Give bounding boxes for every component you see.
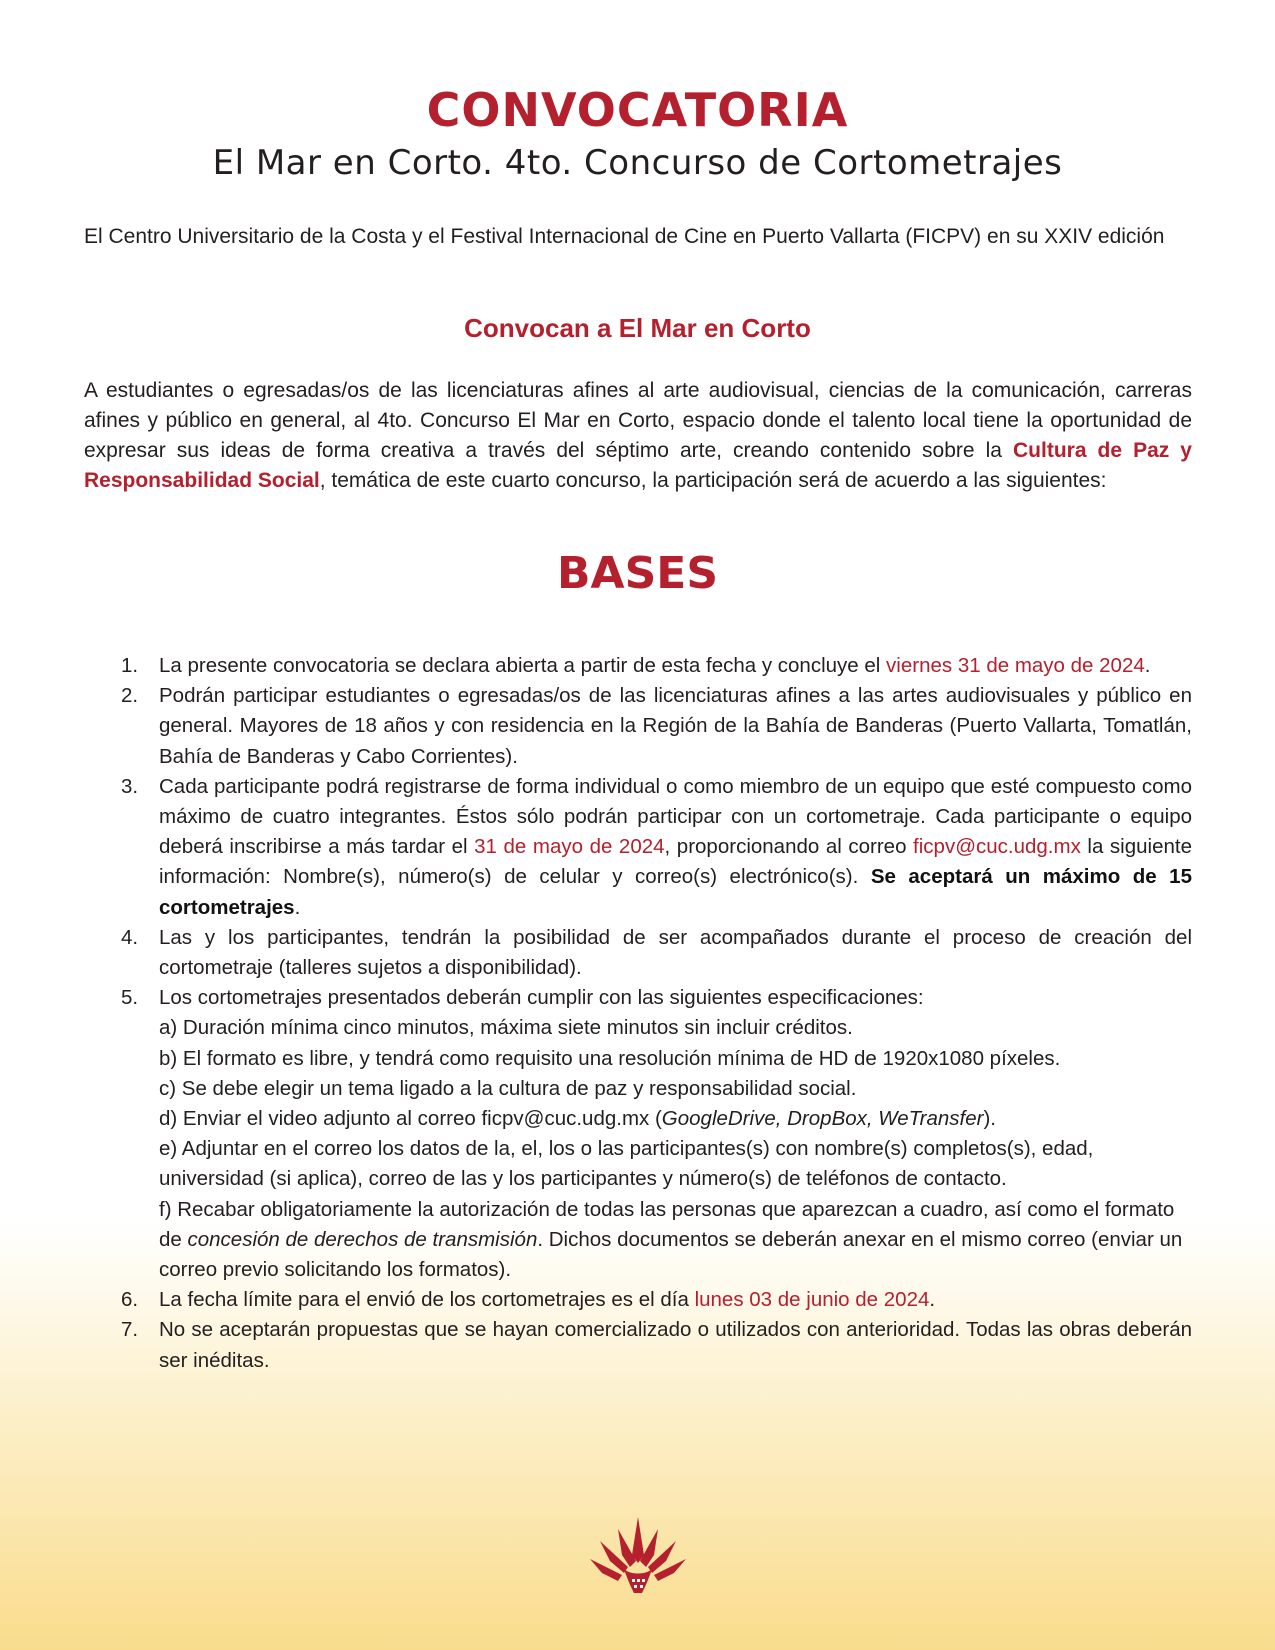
- item-text: .: [294, 895, 301, 919]
- item-text: Cada participante podrá registrarse de forma individual o como miembro de un equipo que esté compuesto como máximo de cuatro integrantes. Éstos sólo podrán participar con un cortometraje. Cada participante o equipo deberá inscribirse a más tardar el: [159, 774, 1192, 859]
- page-title: CONVOCATORIA: [426, 83, 849, 137]
- spec-b: b) El formato es libre, y tendrá como requisito una resolución mínima de HD de 1920x1080 píxeles.: [159, 1046, 1061, 1070]
- item-text: La fecha límite para el envió de los cortometrajes es el día: [159, 1288, 695, 1312]
- item-number: 4.: [121, 925, 139, 949]
- paragraph-highlight: Cultura de Paz y Responsabilidad Social: [84, 439, 1192, 492]
- spec-d: [159, 1104, 1192, 1134]
- spec-e: e) Adjuntar en el correo los datos de la, el, los o las participantes(s) con nombre(s) completos(s), edad, universidad (si aplica), correo de las y los participantes y número(s) de teléfonos de contacto.: [159, 1137, 1094, 1191]
- item-text: Podrán participar estudiantes o egresadas/os de las licenciaturas afines a las artes audiovisuales y público en general. Mayores de 18 años y con residencia en la Región de la Bahía de Banderas (Puerto Vallarta, Tomatlán, Bahía de Banderas y Cabo Corrientes).: [159, 684, 1192, 768]
- spec-a: a) Duración mínima cinco minutos, máxima siete minutos sin incluir créditos.: [159, 1016, 853, 1040]
- item-text: Los cortometrajes presentados deberán cumplir con las siguientes especificaciones:: [159, 986, 924, 1010]
- call-paragraph: [84, 376, 1192, 496]
- spec-text: . Dichos documentos se deberán anexar en el mismo correo (enviar un correo previo solicitando los formatos).: [159, 1227, 1183, 1282]
- deadline-highlight: viernes 31 de mayo de 2024: [886, 654, 1145, 677]
- deadline-highlight: lunes 03 de junio de 2024: [694, 1288, 930, 1312]
- item-text: .: [929, 1288, 936, 1312]
- agave-film-icon: [588, 1515, 688, 1595]
- bases-heading: BASES: [556, 548, 719, 599]
- item-number: 6.: [121, 1288, 139, 1312]
- list-item: [84, 651, 1192, 681]
- item-number: 1.: [121, 654, 139, 677]
- date-highlight: 31 de mayo de 2024: [474, 835, 665, 859]
- convocan-heading: Convocan a El Mar en Corto: [464, 313, 811, 343]
- email-link[interactable]: ficpv@cuc.udg.mx: [913, 835, 1081, 859]
- list-item: [84, 681, 1192, 772]
- list-item: [84, 1315, 1192, 1375]
- spec-italic: GoogleDrive, DropBox, WeTransfer: [661, 1107, 984, 1131]
- spec-f: [159, 1195, 1192, 1286]
- intro-text: El Centro Universitario de la Costa y el Festival Internacional de Cine en Puerto Vallarta (FICPV) en su XXIV edición: [84, 225, 1165, 248]
- item-text: La presente convocatoria se declara abierta a partir de esta fecha y concluye el: [159, 654, 887, 677]
- paragraph-text: A estudiantes o egresadas/os de las licenciaturas afines al arte audiovisual, ciencias de la comunicación, carreras afines y público en general, al 4to. Concurso El Mar en Corto, espacio donde el talento local tiene la oportunidad de expresar sus ideas de forma creativa a través del séptimo arte, creando contenido sobre la: [84, 379, 1192, 462]
- paragraph-text-end: , temática de este cuarto concurso, la participación será de acuerdo a las siguientes:: [319, 469, 1107, 492]
- item-text: la siguiente información: Nombre(s), número(s) de celular y correo(s) electrónico(s).: [159, 835, 1192, 889]
- page-subtitle: El Mar en Corto. 4to. Concurso de Cortometrajes: [212, 143, 1063, 183]
- list-item: [84, 772, 1192, 923]
- item-text: Las y los participantes, tendrán la posibilidad de ser acompañados durante el proceso de creación del cortometraje (talleres sujetos a disponibilidad).: [159, 925, 1192, 980]
- bases-list: [84, 651, 1192, 1376]
- spec-text: f) Recabar obligatoriamente la autorización de todas las personas que aparezcan a cuadro, así como el formato de: [159, 1197, 1175, 1251]
- item-number: 7.: [121, 1318, 139, 1342]
- list-item: [84, 1285, 1192, 1315]
- item-text: .: [1144, 654, 1151, 677]
- max-entries-note: Se aceptará un máximo de 15 cortometrajes: [159, 865, 1192, 919]
- item-number: 3.: [121, 774, 139, 798]
- list-item: [84, 983, 1192, 1285]
- list-item: [84, 923, 1192, 983]
- spec-italic: concesión de derechos de transmisión: [187, 1227, 538, 1251]
- item-text: , proporcionando al correo: [664, 835, 914, 859]
- item-number: 5.: [121, 986, 139, 1010]
- spec-text: d) Enviar el video adjunto al correo ficpv@cuc.udg.mx (: [159, 1107, 662, 1131]
- spec-c: c) Se debe elegir un tema ligado a la cultura de paz y responsabilidad social.: [159, 1076, 857, 1100]
- spec-text: ).: [983, 1107, 996, 1131]
- item-number: 2.: [121, 684, 139, 708]
- item-text: No se aceptarán propuestas que se hayan comercializado o utilizados con anterioridad. Todas las obras deberán ser inéditas.: [159, 1318, 1192, 1372]
